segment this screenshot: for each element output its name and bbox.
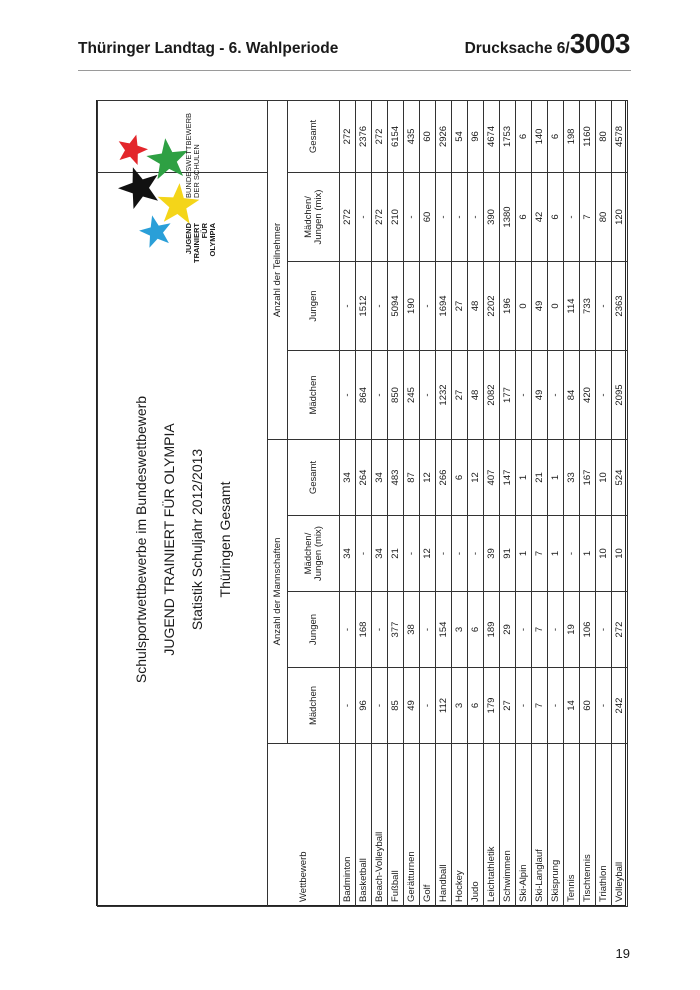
title-line-2: JUGEND TRAINIERT FÜR OLYMPIA — [160, 423, 177, 656]
logo-word-2: TRAINIERT — [192, 223, 201, 263]
value-cell-tj: 49 — [532, 262, 548, 351]
value-cell-mj: - — [596, 592, 612, 668]
value-cell-mg: 1 — [516, 440, 532, 516]
value-cell-mx: 21 — [388, 516, 404, 592]
table-row — [436, 100, 452, 906]
mix-label-b: Jungen (mix) — [312, 189, 324, 245]
value-cell-mj: - — [340, 592, 356, 668]
table-row — [500, 100, 516, 906]
table-row — [404, 100, 420, 906]
title-line-4: Thüringen Gesamt — [216, 481, 233, 598]
header-anzahl-mannschaften: Anzahl der Mannschaften — [268, 440, 288, 744]
wettbewerb-cell: Badminton — [340, 744, 356, 907]
value-cell-tj: - — [420, 262, 436, 351]
value-cell-tx: 6 — [516, 172, 532, 261]
logo-word-4: OLYMPIA — [208, 223, 217, 257]
value-cell-tg: 60 — [420, 100, 436, 172]
wettbewerb-cell: Leichtathletik — [484, 744, 500, 907]
logo-subtitle-1: BUNDESWETTBEWERB — [184, 112, 193, 198]
value-cell-tj: 2202 — [484, 262, 500, 351]
value-cell-mm: 6 — [468, 668, 484, 744]
wettbewerb-cell: Tennis — [564, 744, 580, 907]
drucksache-label — [465, 28, 630, 60]
value-cell-tx: 210 — [388, 172, 404, 261]
value-cell-mm: 85 — [388, 668, 404, 744]
value-cell-mj: 38 — [404, 592, 420, 668]
value-cell-mx: 34 — [372, 516, 388, 592]
title-line-1: Schulsportwettbewerbe im Bundeswettbewerb — [132, 395, 149, 684]
value-cell-tm: 864 — [356, 351, 372, 440]
value-cell-mx: - — [404, 516, 420, 592]
value-cell-mg: 1 — [548, 440, 564, 516]
value-cell-mx: - — [356, 516, 372, 592]
value-cell-mx: - — [468, 516, 484, 592]
value-cell-mg: 10 — [596, 440, 612, 516]
value-cell-mg: 524 — [612, 440, 628, 516]
value-cell-tm: 245 — [404, 351, 420, 440]
value-cell-tx: - — [564, 172, 580, 261]
value-cell-tj: 2363 — [612, 262, 628, 351]
table-row — [612, 100, 628, 906]
value-cell-mm: - — [516, 668, 532, 744]
wettbewerb-cell: Gerätturnen — [404, 744, 420, 907]
value-cell-tx: - — [404, 172, 420, 261]
value-cell-tg: 4674 — [484, 100, 500, 172]
header-mannschaften-maedchen: Mädchen — [288, 668, 340, 744]
value-cell-mm: - — [548, 668, 564, 744]
wettbewerb-cell: Ski-Langlauf — [532, 744, 548, 907]
table-row — [596, 100, 612, 906]
table-row — [340, 100, 356, 906]
drucksache-number: 3003 — [569, 28, 630, 59]
value-cell-tj: 1512 — [356, 262, 372, 351]
logo-word-3: FÜR — [200, 223, 209, 239]
value-cell-mm: 242 — [612, 668, 628, 744]
value-cell-mg: 33 — [564, 440, 580, 516]
value-cell-mg: 34 — [340, 440, 356, 516]
value-cell-tg: 435 — [404, 100, 420, 172]
value-cell-mx: - — [452, 516, 468, 592]
document-header-title: Thüringer Landtag - 6. Wahlperiode — [78, 40, 339, 57]
value-cell-tj: 0 — [516, 262, 532, 351]
value-cell-mg: 147 — [500, 440, 516, 516]
value-cell-tg: 6 — [548, 100, 564, 172]
value-cell-tj: 114 — [564, 262, 580, 351]
value-cell-tm: 850 — [388, 351, 404, 440]
value-cell-mm: 7 — [532, 668, 548, 744]
value-cell-tx: 120 — [612, 172, 628, 261]
green-star-shape — [146, 138, 188, 179]
value-cell-tm: - — [420, 351, 436, 440]
wettbewerb-cell: Tischtennis — [580, 744, 596, 907]
value-cell-tg: 80 — [596, 100, 612, 172]
value-cell-mg: 266 — [436, 440, 452, 516]
value-cell-mj: 377 — [388, 592, 404, 668]
mix-label-a: Mädchen/ — [303, 196, 314, 238]
value-cell-mx: 91 — [500, 516, 516, 592]
value-cell-mx: 1 — [548, 516, 564, 592]
black-star-shape — [118, 167, 158, 209]
value-cell-mg: 6 — [452, 440, 468, 516]
value-cell-tx: 272 — [340, 172, 356, 261]
value-cell-tg: 2376 — [356, 100, 372, 172]
header-mannschaften-jungen: Jungen — [288, 592, 340, 668]
wettbewerb-cell: Basketball — [356, 744, 372, 907]
page-number: 19 — [615, 946, 630, 961]
value-cell-tj: 5094 — [388, 262, 404, 351]
value-cell-tx: 80 — [596, 172, 612, 261]
table-row — [548, 100, 564, 906]
value-cell-mm: 14 — [564, 668, 580, 744]
value-cell-tm: 48 — [468, 351, 484, 440]
wettbewerb-cell: Skisprung — [548, 744, 564, 907]
wettbewerb-cell: Judo — [468, 744, 484, 907]
value-cell-mm: 3 — [452, 668, 468, 744]
value-cell-mj: 19 — [564, 592, 580, 668]
mix-label-a: Mädchen/ — [303, 532, 314, 575]
value-cell-tj: 0 — [548, 262, 564, 351]
value-cell-tj: 48 — [468, 262, 484, 351]
header-teilnehmer-mix — [288, 172, 340, 261]
value-cell-mj: - — [372, 592, 388, 668]
value-cell-tj: 190 — [404, 262, 420, 351]
value-cell-tx: - — [452, 172, 468, 261]
value-cell-tj: 196 — [500, 262, 516, 351]
value-cell-mm: 96 — [356, 668, 372, 744]
table-row — [452, 100, 468, 906]
table-row — [372, 100, 388, 906]
value-cell-tj: - — [340, 262, 356, 351]
value-cell-mm: 49 — [404, 668, 420, 744]
value-cell-tx: 1380 — [500, 172, 516, 261]
value-cell-tx: - — [356, 172, 372, 261]
value-cell-mg: 407 — [484, 440, 500, 516]
drucksache-prefix: Drucksache 6/ — [464, 40, 570, 57]
value-cell-mj: 168 — [356, 592, 372, 668]
value-cell-mm: 112 — [436, 668, 452, 744]
table-row — [388, 100, 404, 906]
header-mannschaften-mix — [288, 516, 340, 592]
wettbewerb-cell: Hockey — [452, 744, 468, 907]
wettbewerb-cell: Triathlon — [596, 744, 612, 907]
value-cell-mx: - — [564, 516, 580, 592]
value-cell-mx: 7 — [532, 516, 548, 592]
header-teilnehmer-maedchen: Mädchen — [288, 351, 340, 440]
value-cell-tj: - — [372, 262, 388, 351]
header-divider — [78, 70, 631, 71]
value-cell-tg: 6 — [516, 100, 532, 172]
header-teilnehmer-gesamt: Gesamt — [288, 100, 340, 172]
value-cell-tm: 177 — [500, 351, 516, 440]
wettbewerb-cell: Golf — [420, 744, 436, 907]
logo-word-1: JUGEND — [184, 223, 193, 255]
value-cell-tm: 49 — [532, 351, 548, 440]
value-cell-mj: 6 — [468, 592, 484, 668]
group-header-row — [268, 100, 288, 906]
value-cell-mj: 189 — [484, 592, 500, 668]
red-star-shape — [119, 135, 148, 165]
value-cell-tx: 60 — [420, 172, 436, 261]
value-cell-mx: - — [436, 516, 452, 592]
value-cell-tj: 1694 — [436, 262, 452, 351]
table-row — [356, 100, 372, 906]
value-cell-tm: 27 — [452, 351, 468, 440]
value-cell-mx: 1 — [580, 516, 596, 592]
value-cell-tx: 7 — [580, 172, 596, 261]
value-cell-mx: 10 — [596, 516, 612, 592]
value-cell-tg: 6154 — [388, 100, 404, 172]
value-cell-tm: 84 — [564, 351, 580, 440]
value-cell-mm: 179 — [484, 668, 500, 744]
wettbewerb-cell: Ski-Alpin — [516, 744, 532, 907]
header-mannschaften-gesamt: Gesamt — [288, 440, 340, 516]
value-cell-mj: 29 — [500, 592, 516, 668]
value-cell-tg: 140 — [532, 100, 548, 172]
value-cell-tg: 1160 — [580, 100, 596, 172]
value-cell-mg: 21 — [532, 440, 548, 516]
wettbewerb-cell: Schwimmen — [500, 744, 516, 907]
value-cell-mm: 27 — [500, 668, 516, 744]
value-cell-tm: 2082 — [484, 351, 500, 440]
value-cell-mj: 3 — [452, 592, 468, 668]
value-cell-mj: 106 — [580, 592, 596, 668]
value-cell-tx: 42 — [532, 172, 548, 261]
value-cell-mj: 7 — [532, 592, 548, 668]
value-cell-mg: 12 — [420, 440, 436, 516]
table-row — [516, 100, 532, 906]
value-cell-tg: 4578 — [612, 100, 628, 172]
value-cell-mj: - — [516, 592, 532, 668]
value-cell-tx: 272 — [372, 172, 388, 261]
value-cell-tx: - — [436, 172, 452, 261]
value-cell-mm: - — [372, 668, 388, 744]
value-cell-tg: 54 — [452, 100, 468, 172]
value-cell-tx: - — [468, 172, 484, 261]
wettbewerb-cell: Handball — [436, 744, 452, 907]
wettbewerb-cell: Volleyball — [612, 744, 628, 907]
value-cell-mg: 483 — [388, 440, 404, 516]
title-line-3: Statistik Schuljahr 2012/2013 — [188, 448, 205, 631]
header-teilnehmer-jungen: Jungen — [288, 262, 340, 351]
value-cell-mg: 34 — [372, 440, 388, 516]
value-cell-mj: 154 — [436, 592, 452, 668]
value-cell-tg: 96 — [468, 100, 484, 172]
value-cell-tj: 733 — [580, 262, 596, 351]
logo-subtitle-2: DER SCHULEN — [192, 144, 201, 198]
header-anzahl-teilnehmer: Anzahl der Teilnehmer — [268, 100, 288, 439]
value-cell-tx: 6 — [548, 172, 564, 261]
value-cell-mx: 34 — [340, 516, 356, 592]
value-cell-tx: 390 — [484, 172, 500, 261]
value-cell-tm: - — [516, 351, 532, 440]
value-cell-mm: - — [340, 668, 356, 744]
value-cell-mx: 12 — [420, 516, 436, 592]
value-cell-mm: - — [420, 668, 436, 744]
table-row — [532, 100, 548, 906]
table-row — [580, 100, 596, 906]
header-wettbewerb: Wettbewerb — [268, 744, 340, 907]
value-cell-mx: 1 — [516, 516, 532, 592]
table-row — [564, 100, 580, 906]
value-cell-mm: 60 — [580, 668, 596, 744]
value-cell-mg: 87 — [404, 440, 420, 516]
value-cell-mj: 272 — [612, 592, 628, 668]
value-cell-mx: 39 — [484, 516, 500, 592]
value-cell-tj: 27 — [452, 262, 468, 351]
value-cell-tm: - — [340, 351, 356, 440]
value-cell-tj: - — [596, 262, 612, 351]
logo-subtitle — [185, 110, 220, 200]
value-cell-mj: - — [548, 592, 564, 668]
value-cell-tm: - — [372, 351, 388, 440]
value-cell-mg: 264 — [356, 440, 372, 516]
value-cell-tg: 198 — [564, 100, 580, 172]
value-cell-tg: 2926 — [436, 100, 452, 172]
value-cell-mj: - — [420, 592, 436, 668]
wettbewerb-cell: Beach-Volleyball — [372, 744, 388, 907]
value-cell-tg: 272 — [372, 100, 388, 172]
value-cell-tm: 2095 — [612, 351, 628, 440]
value-cell-tm: 1232 — [436, 351, 452, 440]
wettbewerb-cell: Fußball — [388, 744, 404, 907]
mix-label-b: Jungen (mix) — [312, 526, 324, 581]
table-row — [484, 100, 500, 906]
value-cell-mg: 12 — [468, 440, 484, 516]
value-cell-mm: - — [596, 668, 612, 744]
value-cell-tg: 1753 — [500, 100, 516, 172]
value-cell-tg: 272 — [340, 100, 356, 172]
value-cell-mx: 10 — [612, 516, 628, 592]
logo-wordmark — [185, 205, 245, 265]
table-row — [420, 100, 436, 906]
value-cell-tm: 420 — [580, 351, 596, 440]
value-cell-tm: - — [548, 351, 564, 440]
value-cell-tm: - — [596, 351, 612, 440]
document-title-block — [98, 172, 268, 906]
value-cell-mg: 167 — [580, 440, 596, 516]
table-row — [468, 100, 484, 906]
